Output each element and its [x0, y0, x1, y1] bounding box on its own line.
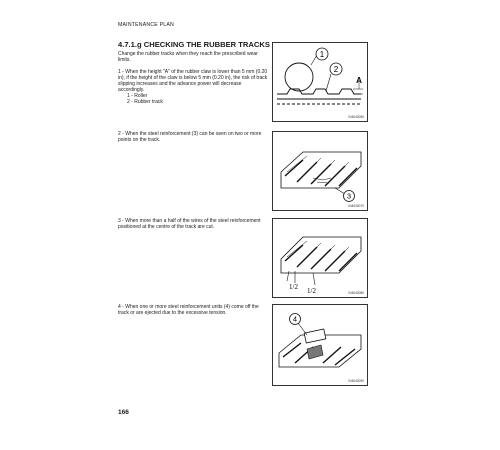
track-body: [281, 237, 361, 273]
instruction-1-text: 1 - When the height "A" of the rubber claw is lower than 5 mm (0.20 in), if the height of the claw is below 5 mm (0.20 in), the risk of track slipping increases and the advance power will decrease accordingly.: [118, 69, 268, 93]
figure-2-code: IN4040070: [348, 204, 364, 208]
instruction-3: [118, 218, 268, 230]
callout-4: 4: [292, 314, 298, 324]
figure-steel-visible: [272, 131, 368, 211]
figure-4-code: IN4040090: [348, 379, 364, 383]
track-wires-cut-diagram: [273, 219, 367, 297]
callout-half-1: 1/2: [289, 283, 298, 291]
callout-1: 1: [319, 49, 325, 59]
dimension-label-a: A: [356, 76, 362, 85]
section-intro: Change the rubber tracks when they reach the prescribed wear limits.: [118, 51, 258, 63]
track-steel-ejected-diagram: [273, 305, 367, 385]
callout-half-2: 1/2: [307, 287, 316, 295]
instruction-2: [118, 131, 268, 143]
figure-3-code: IN4040080: [348, 291, 364, 295]
legend-roller: 1 - Roller: [127, 93, 148, 99]
instruction-4: [118, 304, 268, 316]
roller-shape: [285, 63, 313, 91]
track-steel-visible-diagram: [273, 132, 367, 210]
instruction-4-text: 4 - When one or more steel reinforcement units (4) come off the track or are ejected due to the excessive tension.: [118, 304, 259, 316]
figure-1-code: IN4040050: [348, 115, 364, 119]
figure-steel-ejected: [272, 304, 368, 386]
figure-wires-cut: [272, 218, 368, 298]
leader-3: [335, 188, 345, 194]
roller-track-diagram: [273, 43, 367, 121]
track-claw-profile: [277, 89, 361, 94]
section-title: 4.7.1.g CHECKING THE RUBBER TRACKS: [118, 40, 270, 49]
legend-rubber-track: 2 - Rubber track: [127, 99, 163, 105]
track-body: [281, 152, 361, 188]
instruction-1: [118, 69, 268, 105]
page-header: MAINTENANCE PLAN: [118, 22, 174, 28]
page-number: 166: [118, 409, 129, 416]
leader-2: [326, 74, 331, 91]
leader-4: [298, 323, 307, 335]
leader-1: [311, 55, 317, 65]
instruction-2-text: 2 - When the steel reinforcement (3) can be seen on two or more points on the track.: [118, 131, 262, 143]
instruction-3-text: 3 - When more than a half of the wires of the steel reinforcement positioned at the centre of the track are cut.: [118, 218, 261, 230]
callout-2: 2: [333, 64, 339, 74]
callout-3: 3: [346, 191, 352, 201]
figure-roller-track-profile: [272, 42, 368, 122]
